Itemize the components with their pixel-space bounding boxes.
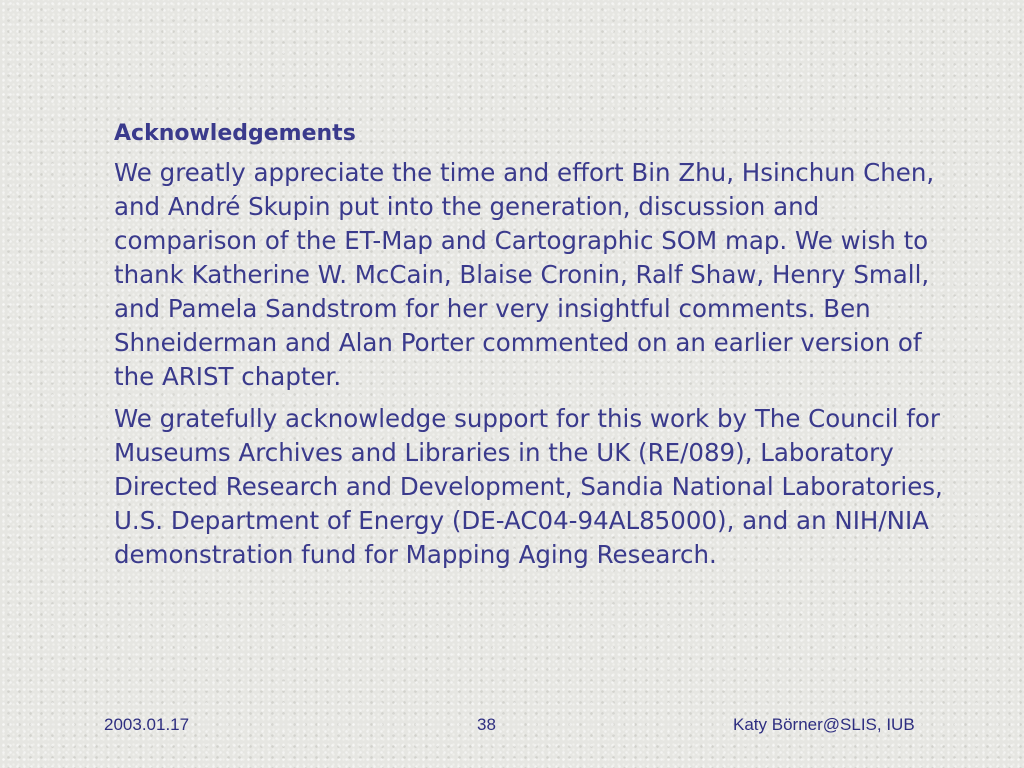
slide-content xyxy=(114,118,954,580)
acknowledgement-paragraph-funding: We gratefully acknowledge support for this work by The Council for Museums Archives and Libraries in the UK (RE/089), Laboratory Directed Research and Development, Sandia National Laboratories, U.S. Department of Energy (DE-AC04-94AL85000), and an NIH/NIA demonstration fund for Mapping Aging Research. xyxy=(114,404,943,569)
slide-heading: Acknowledgements xyxy=(114,121,356,146)
footer-page-number: 38 xyxy=(477,715,496,734)
footer-date: 2003.01.17 xyxy=(104,715,190,734)
footer-author: Katy Börner@SLIS, IUB xyxy=(733,715,915,734)
acknowledgement-paragraph-people: We greatly appreciate the time and effort Bin Zhu, Hsinchun Chen, and André Skupin put into the generation, discussion and comparison of the ET-Map and Cartographic SOM map. We wish to thank Katherine W. McCain, Blaise Cronin, Ralf Shaw, Henry Small, and Pamela Sandstrom for her very insightful comments. Ben Shneiderman and Alan Porter commented on an earlier version of the ARIST chapter. xyxy=(114,158,935,391)
